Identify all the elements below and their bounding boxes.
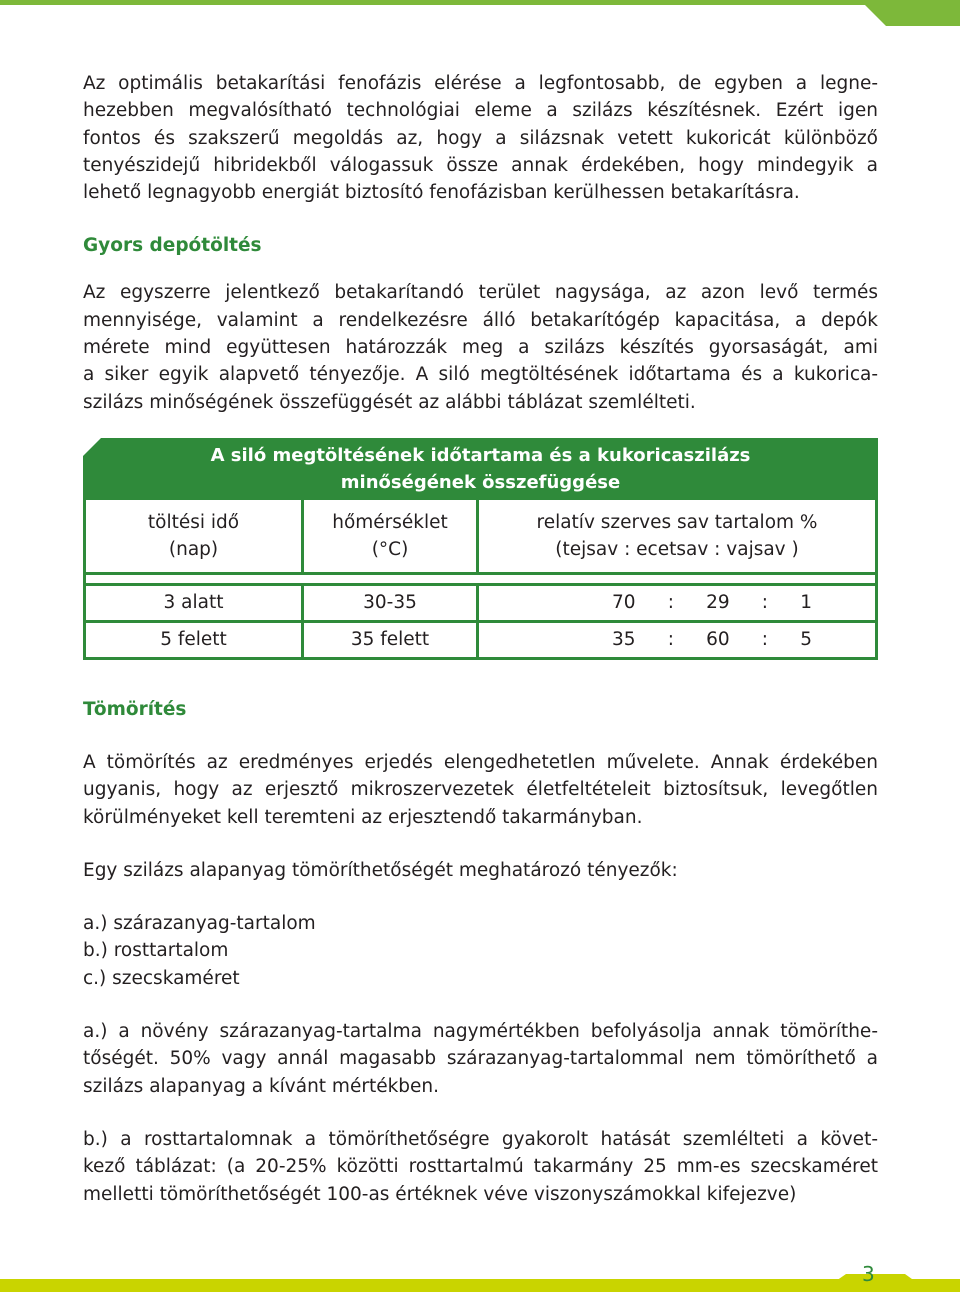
factors-intro: Egy szilázs alapanyag tömöríthetőségét meghatározó tényezők: xyxy=(83,859,678,881)
header-fill-time: töltési idő (nap) xyxy=(147,511,240,560)
list-item: c.) szecskaméret xyxy=(83,967,240,989)
heading-gyors-depotoltes: Gyors depótöltés xyxy=(83,235,262,257)
silo-filling-table xyxy=(83,438,878,660)
table-header-row xyxy=(86,500,875,572)
paragraph-a: a.) a növény szárazanyag-tartalma nagymértékben befolyásolja annak tömöríthe- tőségét. 50% vagy annál magasabb szárazanyag-tartalommal nem tömöríthető a szilázs alapanyag a kívánt mértékben. xyxy=(83,1021,878,1097)
header-acid-ratio: relatív szerves sav tartalom % (tejsav : ecetsav : vajsav ) xyxy=(476,500,875,572)
paragraph-b: b.) a rosttartalomnak a tömöríthetőségre gyakorolt hatását szemlélteti a követ- kező táblázat: (a 20-25% közötti rosttartalmú takarmány 25 mm-es szecskaméret melletti tömöríthetőségét 100-as értéknek véve viszonyszámokkal kifejezve) xyxy=(83,1128,878,1205)
header-temperature: hőmérséklet (°C) xyxy=(301,500,476,572)
top-decorative-bar xyxy=(0,0,960,26)
table-grid xyxy=(83,500,878,660)
bottom-decorative-bar xyxy=(0,1274,960,1292)
intro-paragraph: Az optimális betakarítási fenofázis elérése a legfontosabb, de egyben a legne- hezebben megvalósítható technológiai eleme a szilázs készítésnek. Ezért igen fontos és szakszerű megoldás az, hogy a silázsnak vetett kukoricát különböző tenyészidejű hibridekből válogassuk össze annak érdekében, hogy mindegyik a lehető legnagyobb energiát biztosító fenofázisban kerülhessen betakarításra. xyxy=(83,73,878,204)
depotoltes-paragraph: Az egyszerre jelentkező betakarítandó terület nagysága, az azon levő termés mennyisége, valamint a rendelkezésre álló betakarítógép kapacitása, a depók mérete mind együttesen határozzák meg a szilázs készítés gyorsaságát, ami a siker egyik alapvető tényezője. A siló megtöltésének időtartama és a kukorica- szilázs minőségének összefüggését az alábbi táblázat szemlélteti. xyxy=(83,282,878,413)
table-title: A siló megtöltésének időtartama és a kukoricaszilázs minőségének összefüggése xyxy=(83,438,878,500)
table-row: 5 felett 35 felett 35 : 60 : 5 xyxy=(86,620,875,657)
table-row: 3 alatt 30-35 70 : 29 : 1 xyxy=(86,583,875,620)
tomorites-paragraph: A tömörítés az eredményes erjedés elengedhetetlen művelete. Annak érdekében ugyanis, hogy az erjesztő mikroszervezetek életfeltételeit biztosítsuk, levegőtlen körülményeket kell teremteni az erjesztendő takarmányban. xyxy=(83,751,878,828)
page-content xyxy=(83,70,878,1208)
list-item: b.) rosttartalom xyxy=(83,940,229,962)
list-item: a.) szárazanyag-tartalom xyxy=(83,913,316,935)
heading-tomorites: Tömörítés xyxy=(83,698,187,720)
page-number: 3 xyxy=(862,1262,875,1286)
factors-list xyxy=(83,910,878,992)
